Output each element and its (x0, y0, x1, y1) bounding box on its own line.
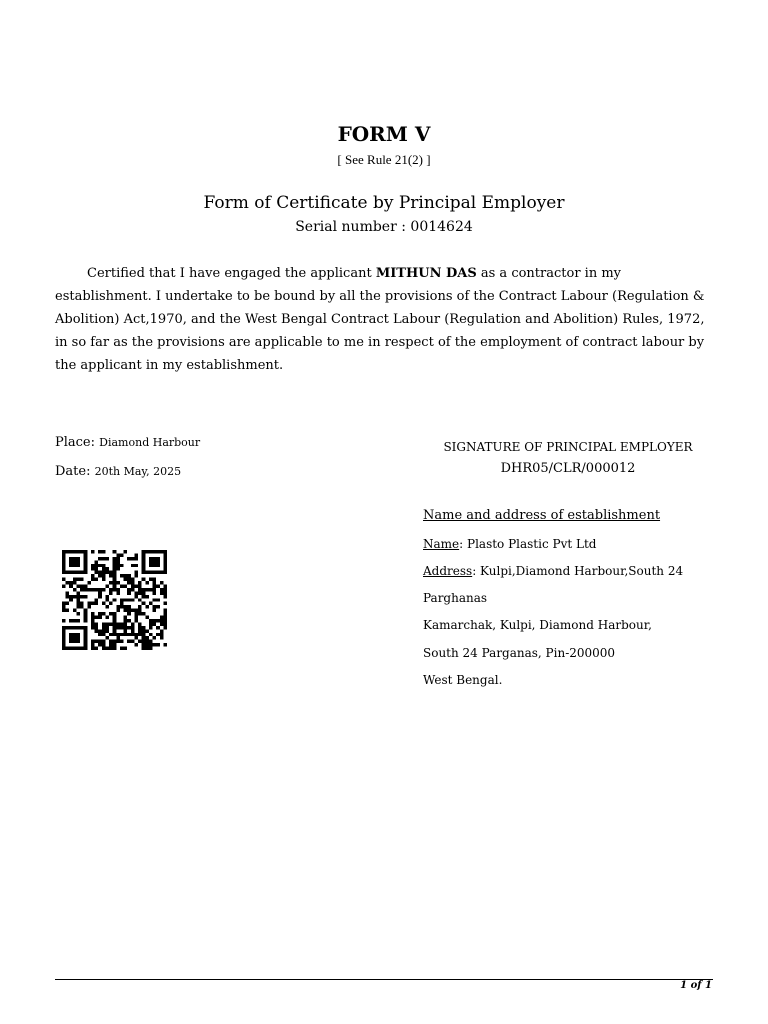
establishment-address-line-3: Kamarchak, Kulpi, Diamond Harbour, (423, 618, 652, 632)
certificate-title: Form of Certificate by Principal Employer (203, 193, 565, 213)
date-label: Date: (55, 464, 95, 479)
establishment-address-label: Address (423, 564, 473, 578)
establishment-heading: Name and address of establishment (423, 508, 661, 523)
place-label: Place: (55, 435, 100, 450)
serial-label: Serial number : (295, 219, 411, 235)
body-text-before-name: Certified that I have engaged the applicant (87, 266, 376, 281)
page-indicator: 1 of 1 (680, 980, 712, 991)
date-value: 20th May, 2025 (94, 465, 182, 478)
registration-code: DHR05/CLR/000012 (500, 461, 636, 476)
establishment-name-label: Name (423, 537, 460, 551)
establishment-address-line-5: West Bengal. (423, 673, 503, 687)
establishment-address-line-4: South 24 Parganas, Pin-200000 (423, 646, 616, 660)
signature-heading: SIGNATURE OF PRINCIPAL EMPLOYER (443, 440, 693, 454)
establishment-name-value: : Plasto Plastic Pvt Ltd (459, 537, 597, 551)
serial-number-line (0, 219, 768, 235)
place-value: Diamond Harbour (99, 436, 201, 449)
footer-divider (55, 979, 713, 980)
establishment-address-line-1 (423, 564, 683, 578)
establishment-name-line (423, 537, 596, 551)
place-line (55, 431, 200, 450)
qr-code-icon (62, 550, 167, 650)
establishment-address-value: : Kulpi,Diamond Harbour,South 24 (472, 564, 684, 578)
date-line (55, 460, 181, 479)
rule-reference: [ See Rule 21(2) ] (337, 152, 431, 167)
body-text-after-name: as a contractor in my establishment. I undertake to be bound by all the provisions of the Contract Labour (Regulation & Abolition) Act,1970, and the West Bengal Contract Labour (Regulation and Abolition) Rules, 1972, in so far as the provisions are applicable to me in respect of the employment of contract labour by the applicant in my establishment. (55, 266, 705, 373)
serial-number: 0014624 (410, 219, 473, 235)
form-title: FORM V (337, 122, 431, 146)
certification-paragraph (55, 262, 713, 377)
applicant-name: MITHUN DAS (375, 266, 477, 281)
establishment-address-line-2: Parghanas (423, 591, 488, 605)
